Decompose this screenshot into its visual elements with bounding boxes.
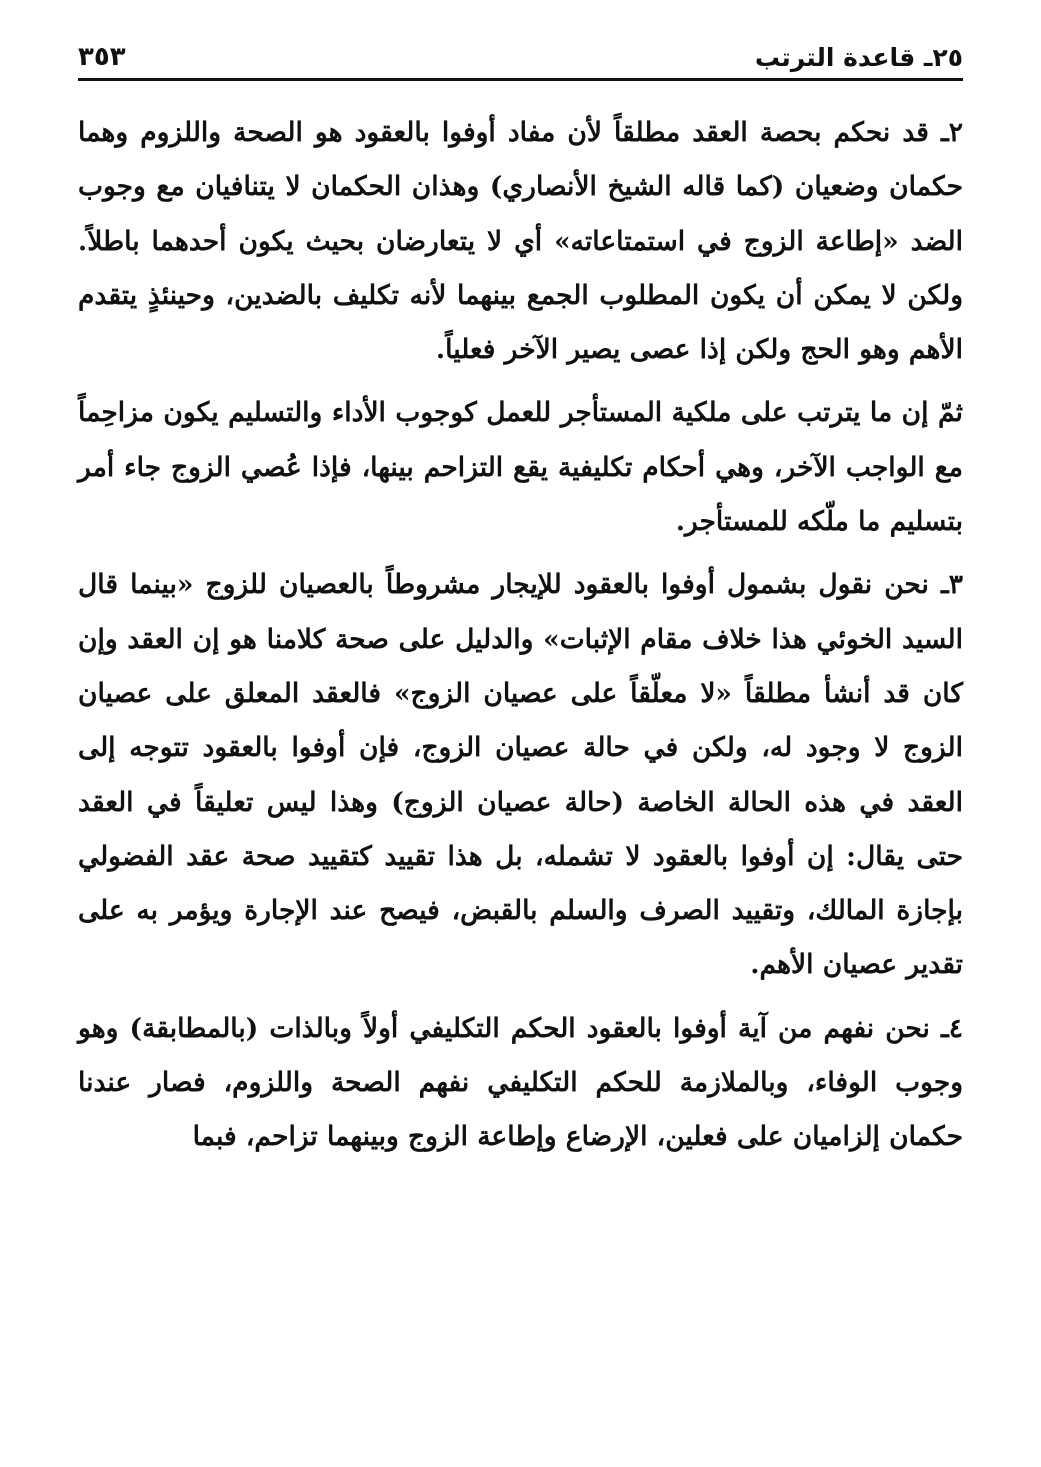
paragraph-point-4: ٤ـ نحن نفهم من آية أوفوا بالعقود الحكم التكليفي أولاً وبالذات (بالمطابقة) وهو وجوب الوفاء، وبالملازمة للحكم التكليفي نفهم الصحة واللزوم، فصار عندنا حكمان إلزاميان على فعلين، الإرضاع وإطاعة الزوج وبينهما تزاحم، فبما	[78, 1012, 963, 1153]
paragraph-point-3: ٣ـ نحن نقول بشمول أوفوا بالعقود للإيجار مشروطاً بالعصيان للزوج «بينما قال السيد الخوئي هذا خلاف مقام الإثبات» والدليل على صحة كلامنا هو إن العقد وإن كان قد أنشأ مطلقاً «لا معلّقاً على عصيان الزوج» فالعقد المعلق على عصيان الزوج لا وجود له، ولكن في حالة عصيان الزوج، فإن أوفوا بالعقود تتوجه إلى العقد في هذه الحالة الخاصة (حالة عصيان الزوج) وهذا ليس تعليقاً في العقد حتى يقال: إن أوفوا بالعقود لا تشمله، بل هذا تقييد كتقييد صحة عقد الفضولي بإجازة المالك، وتقييد الصرف والسلم بالقبض، فيصح عند الإجارة ويؤمر به على تقدير عصيان الأهم.	[78, 569, 963, 981]
header-rule	[78, 78, 963, 81]
page-header	[78, 28, 963, 72]
body-text	[78, 106, 963, 1165]
page-number: ٣٥٣	[78, 42, 126, 72]
paragraph-point-2: ٢ـ قد نحكم بحصة العقد مطلقاً لأن مفاد أوفوا بالعقود هو الصحة واللزوم وهما حكمان وضعيان (كما قاله الشيخ الأنصاري) وهذان الحكمان لا يتنافيان مع وجوب الضد «إطاعة الزوج في استمتاعاته» أي لا يتعارضان بحيث يكون أحدهما باطلاً. ولكن لا يمكن أن يكون المطلوب الجمع بينهما لأنه تكليف بالضدين، وحينئذٍ يتقدم الأهم وهو الحج ولكن إذا عصى يصير الآخر فعلياً.	[78, 117, 963, 366]
running-title: ٢٥ـ قاعدة الترتب	[754, 43, 963, 72]
paragraph-consequence: ثمّ إن ما يترتب على ملكية المستأجر للعمل كوجوب الأداء والتسليم يكون مزاحِماً مع الواجب الآخر، وهي أحكام تكليفية يقع التزاحم بينها، فإذا عُصي الزوج جاء أمر بتسليم ما ملّكه للمستأجر.	[78, 397, 963, 538]
